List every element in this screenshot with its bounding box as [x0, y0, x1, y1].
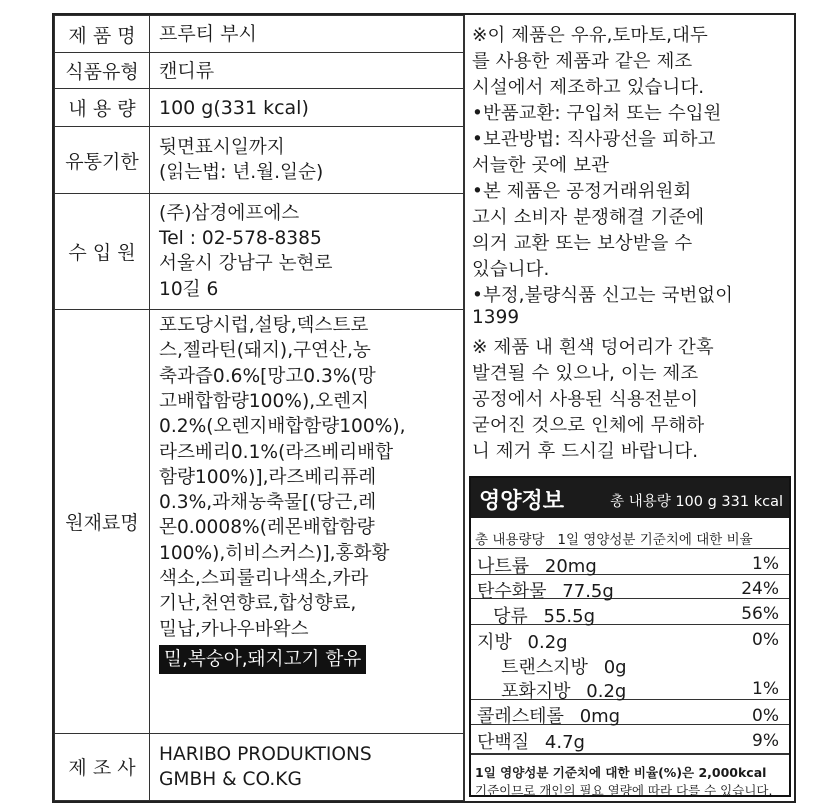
- nutrient-name: 탄수화물: [477, 581, 547, 602]
- nutrient-pct: 56%: [741, 604, 779, 624]
- nutrient-row-sodium: [477, 552, 597, 578]
- food-type-key: 식품유형: [55, 53, 150, 89]
- expiry-key: 유통기한: [55, 127, 150, 193]
- expiry-line-2: (읽는법: 년.월.일순): [159, 162, 324, 184]
- notice-line-13: ※ 제품 내 흰색 덩어리가 간혹: [472, 337, 714, 358]
- nutrient-pct: 24%: [741, 579, 779, 599]
- notice-line-7: •본 제품은 공정거래위원회: [472, 181, 692, 202]
- row-manufacturer: [55, 733, 465, 800]
- nutrient-pct: 0%: [752, 706, 779, 726]
- notice-line-8: 고시 소비자 분쟁해결 기준에: [472, 207, 705, 228]
- row-food-type: [55, 53, 465, 89]
- expiry-line-1: 뒷면표시일까지: [159, 136, 285, 158]
- nutrient-amount: 0g: [603, 657, 627, 678]
- ingredients-line-7: 함량100%)],라즈베리퓨레: [159, 466, 377, 488]
- nutrient-row-trans-fat: [501, 653, 627, 679]
- notice-line-12: 1399: [472, 307, 520, 328]
- product-name-value: 프루티 부시: [150, 16, 465, 53]
- ingredients-key: 원재료명: [55, 310, 150, 734]
- ingredients-line-2: 스,젤라틴(돼지),구연산,농: [159, 340, 371, 362]
- nutrient-amount: 55.5g: [543, 606, 596, 627]
- product-name-key: 제 품 명: [55, 16, 150, 53]
- row-importer: [55, 193, 465, 309]
- nutrient-name: 나트륨: [477, 556, 530, 577]
- nutrient-name: 포화지방: [501, 681, 571, 702]
- notice-line-6: 서늘한 곳에 보관: [472, 155, 609, 176]
- manufacturer-line-1: HARIBO PRODUKTIONS: [159, 743, 372, 765]
- nutrition-facts-box: [469, 476, 791, 797]
- row-ingredients: [55, 310, 465, 734]
- notice-line-17: 니 제거 후 드시길 바랍니다.: [472, 441, 699, 462]
- notice-line-9: 의거 교환 또는 보상받을 수: [472, 233, 693, 254]
- nutrient-name: 콜레스테롤: [477, 706, 564, 727]
- nutrient-name: 트랜스지방: [501, 657, 588, 678]
- row-expiry: [55, 127, 465, 193]
- notice-column: [463, 15, 795, 801]
- notice-line-15: 공정에서 사용된 식용전분이: [472, 389, 699, 410]
- importer-line-3: 서울시 강남구 논현로: [159, 253, 333, 275]
- ingredients-line-4: 고배합함량100%),오렌지: [159, 390, 370, 412]
- ingredients-line-8: 0.3%,과채농축물[(당근,레: [159, 492, 377, 514]
- nutrient-row-saturated-fat: [501, 677, 626, 703]
- nutrition-title: 영양정보: [479, 489, 565, 514]
- manufacturer-value: [150, 733, 465, 800]
- notice-line-11: •부정,불량식품 신고는 국번없이: [472, 285, 734, 306]
- nutrient-row-sugars: [493, 602, 595, 628]
- expiry-value: [150, 127, 465, 193]
- nutrient-name: 당류: [493, 606, 528, 627]
- notice-line-10: 있습니다.: [472, 259, 550, 280]
- ingredients-line-13: 밀납,카나우바왁스: [159, 618, 309, 640]
- importer-line-1: (주)삼경에프에스: [159, 202, 300, 224]
- nutrient-pct: 1%: [752, 554, 779, 574]
- ingredients-line-1: 포도당시럽,설탕,덱스트로: [159, 315, 369, 337]
- food-label: [52, 13, 796, 803]
- ingredients-line-12: 기난,천연향료,합성향료,: [159, 593, 357, 615]
- nutrient-pct: 9%: [752, 731, 779, 751]
- ingredients-line-10: 100%),히비스커스)],홍화황: [159, 542, 390, 564]
- notice-line-1: ※이 제품은 우유,토마토,대두: [472, 25, 708, 46]
- ingredients-line-9: 몬0.0008%(레몬배합함량: [159, 517, 375, 539]
- nutrition-subheader: [471, 526, 789, 549]
- nutrient-name: 지방: [477, 632, 512, 653]
- ingredients-value: [150, 310, 465, 734]
- nutrient-amount: 4.7g: [544, 732, 585, 753]
- nutrition-total: 총 내용량 100 g 331 kcal: [610, 494, 783, 510]
- nutrient-amount: 77.5g: [562, 581, 614, 602]
- notice-line-4: •반품교환: 구입처 또는 수입원: [472, 103, 722, 124]
- importer-line-4: 10길 6: [159, 278, 219, 300]
- nutrient-row-fat: [477, 628, 568, 654]
- nutrition-header: [471, 478, 789, 518]
- notice-line-3: 시설에서 제조하고 있습니다.: [472, 77, 705, 98]
- notice-line-2: 를 사용한 제품과 같은 제조: [472, 51, 693, 72]
- row-content: [55, 89, 465, 127]
- nutrition-footnote-2: 기준이므로 개인의 필요 열량에 따라 다를 수 있습니다.: [475, 783, 773, 798]
- manufacturer-line-2: GMBH & CO.KG: [159, 768, 302, 790]
- nutrient-name: 단백질: [477, 732, 530, 753]
- nutrition-subheader-text: 총 내용량당 1일 영양성분 기준치에 대한 비율: [475, 532, 753, 548]
- food-type-value: 캔디류: [150, 53, 465, 89]
- ingredients-line-3: 축과즙0.6%[망고0.3%(망: [159, 365, 376, 387]
- allergen-badge: 밀,복숭아,돼지고기 함유: [159, 645, 366, 674]
- nutrient-row-protein: [477, 728, 585, 754]
- product-info-table: [54, 15, 465, 801]
- row-product-name: [55, 16, 465, 53]
- importer-line-2: Tel : 02-578-8385: [159, 228, 322, 250]
- nutrient-row-carbohydrate: [477, 577, 614, 603]
- nutrient-pct: 1%: [752, 679, 779, 699]
- nutrient-amount: 0.2g: [586, 681, 627, 702]
- notice-line-16: 굳어진 것으로 인체에 무해하: [472, 415, 705, 436]
- nutrient-amount: 20mg: [544, 556, 597, 577]
- importer-key: 수 입 원: [55, 193, 150, 309]
- nutrient-row-cholesterol: [477, 702, 620, 728]
- nutrient-amount: 0.2g: [527, 632, 568, 653]
- nutrition-footnote-1: 1일 영양성분 기준치에 대한 비율(%)은 2,000kcal: [475, 765, 767, 780]
- content-key: 내 용 량: [55, 89, 150, 127]
- notice-line-5: •보관방법: 직사광선을 피하고: [472, 129, 716, 150]
- importer-value: [150, 193, 465, 309]
- ingredients-line-11: 색소,스피룰리나색소,카라: [159, 568, 369, 590]
- ingredients-line-5: 0.2%(오렌지배합함량100%),: [159, 416, 406, 438]
- nutrient-amount: 0mg: [579, 706, 621, 727]
- content-value: 100 g(331 kcal): [150, 89, 465, 127]
- nutrient-pct: 0%: [752, 630, 779, 650]
- manufacturer-key: 제 조 사: [55, 733, 150, 800]
- ingredients-line-6: 라즈베리0.1%(라즈베리배합: [159, 441, 394, 463]
- notice-line-14: 발견될 수 있으나, 이는 제조: [472, 363, 699, 384]
